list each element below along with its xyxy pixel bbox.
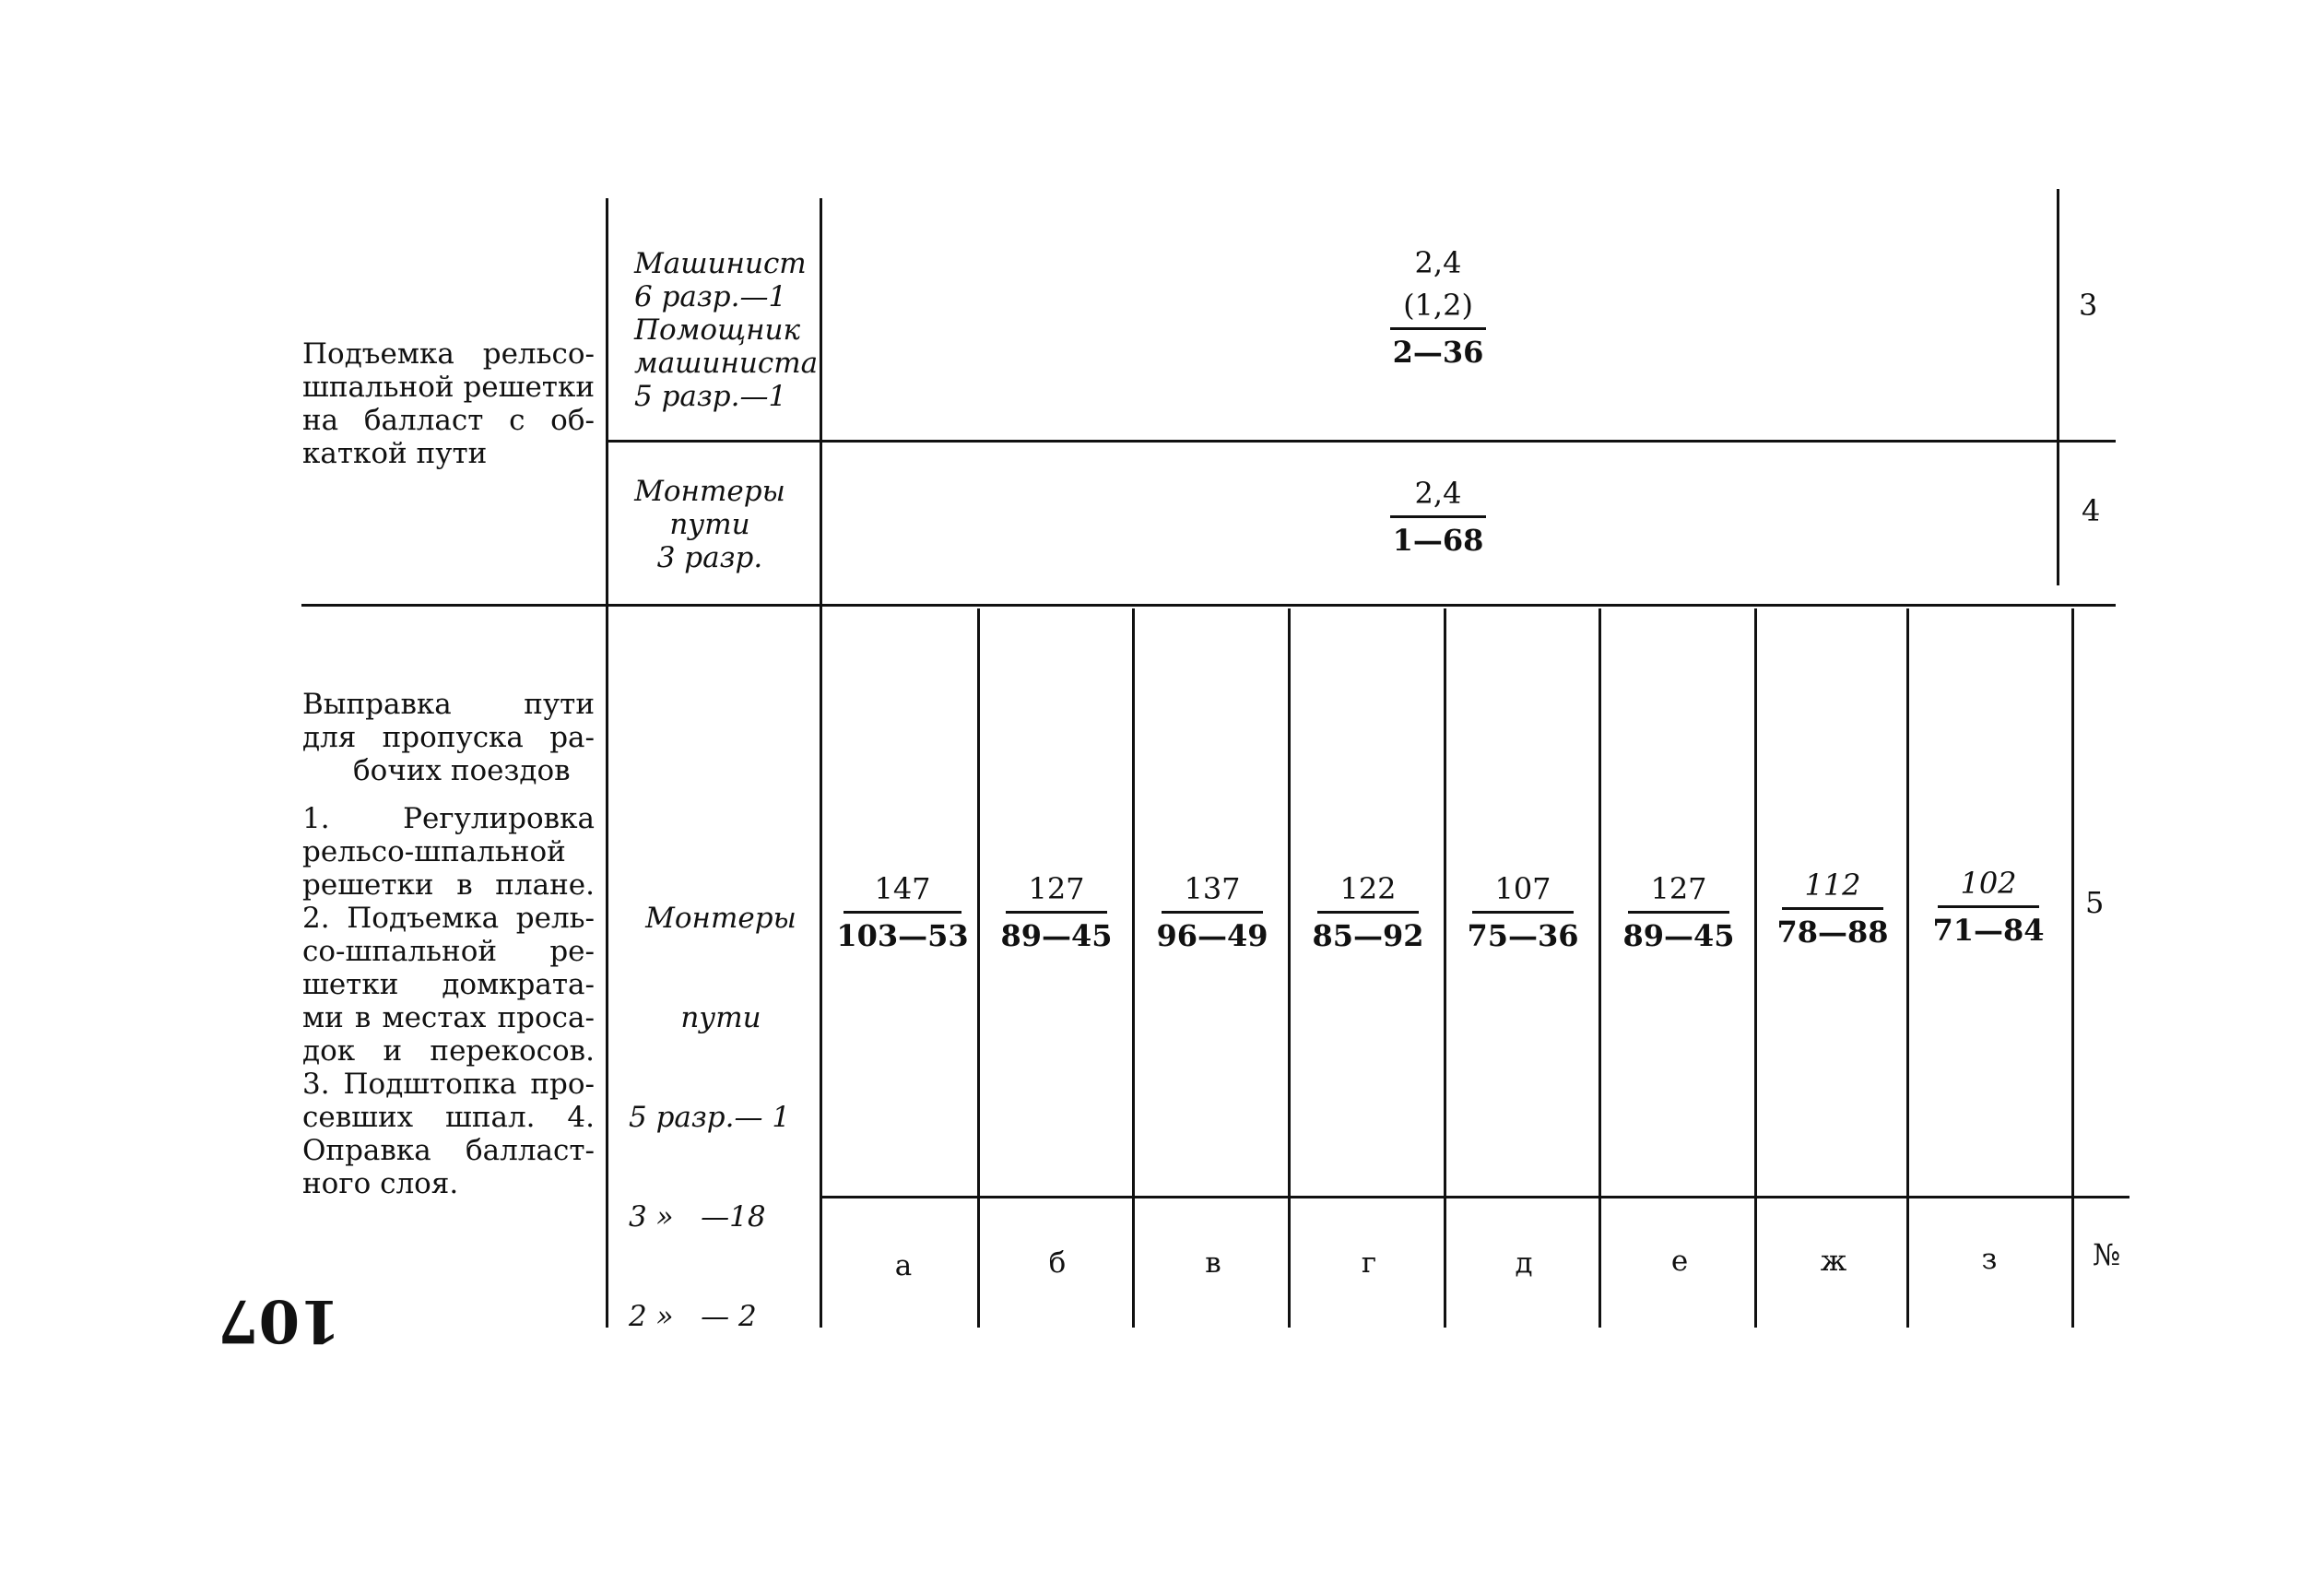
vline-workers-right	[820, 198, 822, 1328]
row3-workers-line: 5 разр.—1	[634, 380, 787, 413]
row5-steps-line: 1. Регулировка	[302, 802, 595, 835]
vline-col-c-d	[1288, 608, 1291, 1328]
row5-steps-line: решетки в плане.	[302, 868, 595, 902]
row3-operation-line: Подъемка рельсо-	[302, 337, 595, 371]
row5-norm-e	[1606, 870, 1752, 954]
row3-norm-bar	[1390, 327, 1486, 330]
row4-norm	[1383, 475, 1493, 559]
row4-workers-line: пути	[669, 508, 750, 541]
vline-col-h-number	[2071, 608, 2074, 1328]
row5-steps	[302, 802, 595, 1200]
row5-norm-top: 127	[1028, 871, 1085, 906]
row5-workers-line: 5 разр.— 1	[629, 1101, 791, 1134]
row5-title-line: бочих поездов	[353, 754, 571, 787]
row5-norm-d	[1450, 870, 1596, 954]
row4-workers-line: Монтеры	[634, 475, 785, 508]
row4-workers	[618, 475, 802, 574]
row5-norm-bar	[1162, 911, 1263, 914]
row4-norm-top: 2,4	[1414, 476, 1462, 511]
row3-workers-line: машиниста	[634, 347, 819, 380]
vline-col-f-g	[1754, 608, 1757, 1328]
vline-col-e-f	[1598, 608, 1601, 1328]
row5-title-line: Выправка пути	[302, 688, 595, 721]
row5-workers-line: Монтеры	[645, 902, 796, 935]
row3-operation-line: каткой пути	[302, 437, 488, 470]
row5-norm-b	[984, 870, 1129, 954]
row5-steps-line: ного слоя.	[302, 1167, 459, 1200]
row5-norm-bar	[1317, 911, 1419, 914]
row3-norm	[1383, 244, 1493, 371]
row5-title-line: для пропуска ра-	[302, 721, 595, 754]
vline-number-left	[2057, 189, 2059, 585]
vline-col-a-b	[977, 608, 980, 1328]
column-header-number: №	[2093, 1237, 2121, 1272]
row5-norm-top: 137	[1184, 871, 1241, 906]
row5-norm-bar	[1628, 911, 1729, 914]
row5-norm-bottom: 78—88	[1776, 915, 1889, 950]
row5-workers-line: 3 » —18	[629, 1200, 766, 1234]
row5-steps-line: шетки домкрата-	[302, 968, 595, 1001]
row5-steps-line: Оправка балласт-	[302, 1134, 595, 1167]
row5-norm-top: 147	[874, 871, 931, 906]
row5-norm-bar	[1472, 911, 1574, 914]
row3-norm-mid: (1,2)	[1403, 288, 1473, 323]
row5-norm-z	[1916, 865, 2061, 949]
vline-col-b-c	[1132, 608, 1135, 1328]
row5-workers-line: пути	[680, 1001, 761, 1034]
row5-steps-line: док и перекосов.	[302, 1034, 595, 1068]
vline-col-g-h	[1906, 608, 1909, 1328]
row4-norm-bar	[1390, 515, 1486, 518]
hline-row3-row4	[608, 440, 2116, 443]
row5-norm-a	[830, 870, 975, 954]
column-header-zh: ж	[1820, 1245, 1847, 1278]
row5-title	[302, 688, 595, 787]
vline-col-d-e	[1444, 608, 1446, 1328]
column-header-d: д	[1515, 1246, 1533, 1280]
row3-norm-bottom: 2—36	[1392, 335, 1484, 370]
column-header-b: б	[1048, 1246, 1067, 1280]
row5-steps-line: рельсо-шпальной	[302, 835, 566, 868]
row3-operation-line: шпальной решетки	[302, 371, 595, 404]
row5-norm-bar	[843, 911, 961, 914]
row3-workers	[634, 247, 819, 413]
hline-row5-headers	[822, 1196, 2129, 1198]
row5-steps-line: ми в местах проса-	[302, 1001, 595, 1034]
row5-norm-bar	[1938, 905, 2039, 908]
row5-norm-top: 112	[1804, 868, 1861, 903]
row5-norm-top: 107	[1494, 871, 1551, 906]
row5-workers	[629, 835, 813, 1399]
column-header-e: е	[1670, 1245, 1689, 1278]
column-header-g: г	[1361, 1246, 1377, 1280]
row3-workers-line: Помощник	[634, 313, 800, 347]
row5-steps-line: 2. Подъемка рель-	[302, 902, 595, 935]
column-header-v: в	[1205, 1246, 1221, 1280]
row5-steps-line: севших шпал. 4.	[302, 1101, 595, 1134]
column-header-a: а	[894, 1249, 913, 1282]
row3-workers-line: Машинист	[634, 247, 807, 280]
row3-norm-top: 2,4	[1414, 245, 1462, 280]
row5-norm-bottom: 89—45	[1000, 918, 1113, 953]
row3-operation	[302, 337, 595, 470]
row3-number: 3	[2079, 288, 2098, 323]
row5-norm-v	[1139, 870, 1285, 954]
row5-norm-zh	[1760, 867, 1905, 950]
row5-norm-bottom: 75—36	[1467, 918, 1579, 953]
row5-workers-line: 2 » — 2	[629, 1300, 757, 1333]
row5-norm-bottom: 71—84	[1932, 913, 2045, 948]
row5-norm-bottom: 89—45	[1622, 918, 1735, 953]
row5-steps-line: 3. Подштопка про-	[302, 1068, 595, 1101]
row5-number: 5	[2085, 885, 2105, 920]
row4-number: 4	[2082, 493, 2101, 528]
row5-norm-bottom: 96—49	[1156, 918, 1268, 953]
hline-row4-row5	[301, 604, 2116, 607]
row5-norm-bottom: 85—92	[1312, 918, 1424, 953]
row5-norm-top: 102	[1960, 866, 2017, 901]
page-number: 107	[218, 1286, 341, 1355]
column-header-z: з	[1981, 1243, 1998, 1276]
row3-operation-line: на балласт с об-	[302, 404, 595, 437]
row3-workers-line: 6 разр.—1	[634, 280, 787, 313]
row5-norm-top: 127	[1650, 871, 1707, 906]
row5-norm-bar	[1782, 907, 1883, 910]
row4-workers-line: 3 разр.	[656, 541, 763, 574]
row5-steps-line: со-шпальной ре-	[302, 935, 595, 968]
row4-norm-bottom: 1—68	[1392, 523, 1484, 558]
vline-operation-right	[606, 198, 608, 1328]
row5-norm-top: 122	[1339, 871, 1397, 906]
row5-norm-bottom: 103—53	[836, 918, 969, 953]
row5-norm-bar	[1006, 911, 1107, 914]
row5-norm-g	[1295, 870, 1441, 954]
